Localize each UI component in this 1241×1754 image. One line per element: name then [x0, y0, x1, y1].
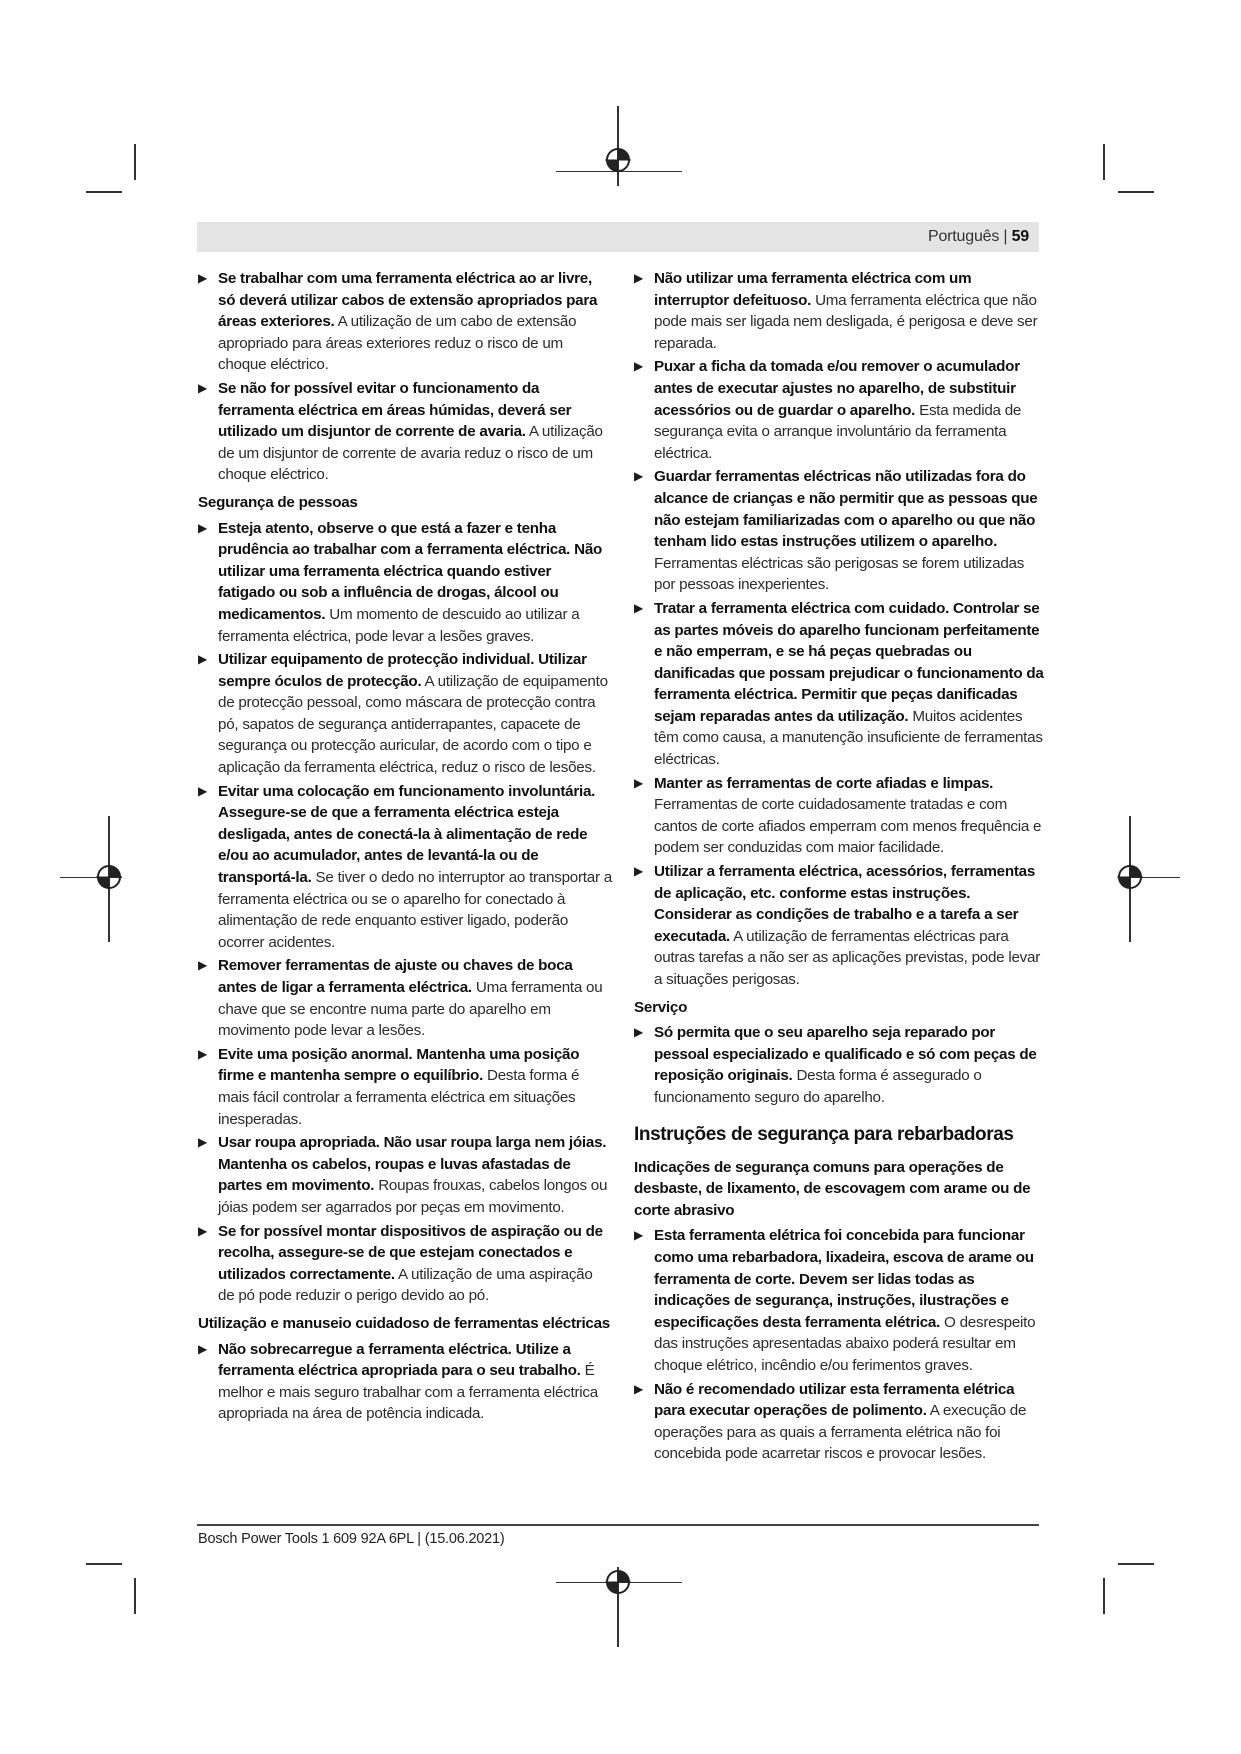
item-bold-text: Guardar ferramentas eléctricas não utilizadas fora do alcance de crianças e não permitir que as pessoas que não estejam familiarizadas com o aparelho ou que não tenham lido estas instruções utilizem o aparelho.: [654, 468, 1038, 551]
bullet-arrow-icon: ▶: [634, 271, 643, 285]
section-title: Instruções de segurança para rebarbadoras: [634, 1123, 1014, 1145]
item-body-text: Ferramentas de corte cuidadosamente tratadas e com cantos de corte afiados emperram com menos frequência e podem ser conduzidas com maior facilidade.: [654, 796, 1042, 857]
item-bold-text: Manter as ferramentas de corte afiadas e limpas.: [654, 774, 994, 792]
item-body-text: Roupas frouxas, cabelos longos ou jóias podem ser agarrados por peças em movimento.: [218, 1177, 608, 1216]
list-item: [198, 1044, 612, 1130]
bullet-arrow-icon: ▶: [198, 520, 207, 535]
item-body-text: A utilização de uma aspiração de pó pode reduzir o perigo devido ao pó.: [218, 1265, 593, 1305]
safety-list: [634, 268, 1046, 991]
bullet-arrow-icon: ▶: [634, 469, 643, 484]
item-body-text: O desrespeito das instruções apresentadas abaixo poderá resultar em choque elétrico, incêndio e/ou ferimentos graves.: [654, 1313, 1036, 1374]
item-body-text: Uma ferramenta ou chave que se encontre numa parte do aparelho em movimento pode levar a lesões.: [218, 979, 603, 1040]
item-body-text: Ferramentas eléctricas são perigosas se forem utilizadas por pessoas inexperientes.: [654, 554, 1025, 594]
registration-target-icon: [605, 1569, 631, 1595]
subhead-common-instructions: Indicações de segurança comuns para operações de desbaste, de lixamento, de escovagem com arame ou de corte abrasivo: [634, 1158, 1031, 1219]
safety-list: [634, 1022, 1046, 1108]
safety-list: [198, 1339, 612, 1425]
crop-mark: [86, 191, 122, 193]
list-item: [198, 518, 612, 648]
crop-mark: [134, 1578, 136, 1614]
subhead-tool-use: Utilização e manuseio cuidadoso de ferramentas eléctricas: [198, 1314, 611, 1332]
bullet-arrow-icon: ▶: [198, 1135, 207, 1150]
bullet-arrow-icon: ▶: [198, 380, 207, 395]
item-body-text: Esta medida de segurança evita o arranque involuntário da ferramenta eléctrica.: [654, 401, 1022, 462]
item-body-text: A utilização de equipamento de protecção pessoal, como máscara de protecção contra pó, sapatos de segurança antiderrapantes, capacete de segurança ou protecção auricular, de acordo com o tipo e aplicação da ferramenta eléctrica, reduz o risco de lesões.: [218, 672, 608, 777]
item-body-text: Muitos acidentes têm como causa, a manutenção insuficiente de ferramentas eléctricas.: [654, 707, 1043, 769]
bullet-arrow-icon: ▶: [634, 600, 643, 615]
item-bold-text: Usar roupa apropriada. Não usar roupa larga nem jóias. Mantenha os cabelos, roupas e luvas afastadas de partes em movimento.: [218, 1134, 607, 1195]
list-item: [198, 649, 612, 779]
crop-mark: [134, 144, 136, 180]
list-item: [198, 268, 612, 376]
item-bold-text: Tratar a ferramenta eléctrica com cuidado. Controlar se as partes móveis do aparelho funcionam perfeitamente e não emperram, e se há peças quebradas ou danificadas que possam prejudicar o funcionamento da ferramenta eléctrica. Permitir que peças danificadas sejam reparadas antes da utilização.: [654, 599, 1044, 725]
safety-list: [198, 268, 612, 486]
item-body-text: A utilização de ferramentas eléctricas para outras tarefas a não ser as aplicações previstas, pode levar a situações perigosas.: [654, 927, 1041, 988]
footer-divider: [197, 1524, 1039, 1526]
list-item: [634, 1022, 1046, 1108]
bullet-arrow-icon: ▶: [634, 864, 643, 879]
safety-list: [198, 518, 612, 1307]
item-bold-text: Não sobrecarregue a ferramenta eléctrica. Utilize a ferramenta eléctrica apropriada para o seu trabalho.: [218, 1340, 581, 1380]
bullet-arrow-icon: ▶: [198, 271, 207, 285]
bullet-arrow-icon: ▶: [198, 958, 207, 973]
header-separator: |: [999, 228, 1012, 245]
registration-target-icon: [605, 147, 631, 173]
crop-mark: [86, 1563, 122, 1565]
list-item: [634, 268, 1046, 354]
crop-mark: [1103, 144, 1105, 180]
item-body-text: A execução de operações para as quais a ferramenta elétrica não foi concebida pode acarretar riscos e provocar lesões.: [654, 1402, 1027, 1463]
list-item: [634, 1225, 1046, 1376]
item-bold-text: Evitar uma colocação em funcionamento involuntária. Assegure-se de que a ferramenta eléctrica esteja desligada, antes de conectá-la à alimentação de rede e/ou ao acumulador, antes de levantá-la ou de transportá-la.: [218, 782, 596, 887]
header-language: Português: [928, 228, 1000, 245]
item-bold-text: Não é recomendado utilizar esta ferramenta elétrica para executar operações de polimento.: [654, 1380, 1015, 1420]
item-bold-text: Evite uma posição anormal. Mantenha uma posição firme e mantenha sempre o equilíbrio.: [218, 1045, 580, 1085]
item-bold-text: Se trabalhar com uma ferramenta eléctrica ao ar livre, só deverá utilizar cabos de extensão apropriados para áreas exteriores.: [218, 270, 598, 331]
registration-target-icon: [96, 864, 122, 890]
item-bold-text: Utilizar a ferramenta eléctrica, acessórios, ferramentas de aplicação, etc. conforme estas instruções. Considerar as condições de trabalho e a tarefa a ser executada.: [654, 863, 1036, 945]
crop-mark: [1118, 1563, 1154, 1565]
bullet-arrow-icon: ▶: [634, 775, 643, 790]
item-bold-text: Se for possível montar dispositivos de aspiração ou de recolha, assegure-se de que estejam conectados e utilizados correctamente.: [218, 1222, 603, 1283]
bullet-arrow-icon: ▶: [198, 652, 207, 667]
item-body-text: Desta forma é mais fácil controlar a ferramenta eléctrica em situações inesperadas.: [218, 1067, 580, 1128]
header-title: [928, 228, 1029, 246]
bullet-arrow-icon: ▶: [634, 1381, 643, 1396]
item-bold-text: Se não for possível evitar o funcionamento da ferramenta eléctrica em áreas húmidas, deverá ser utilizado um disjuntor de corrente de avaria.: [218, 379, 572, 441]
list-item: [634, 466, 1046, 596]
list-item: [634, 773, 1046, 859]
list-item: [198, 781, 612, 954]
list-item: [634, 356, 1046, 464]
item-body-text: Se tiver o dedo no interruptor ao transportar a ferramenta eléctrica ou se o aparelho for conectado à alimentação de rede enquanto estiver ligado, poderão ocorrer acidentes.: [218, 869, 612, 951]
list-item: [198, 955, 612, 1041]
subhead-service: Serviço: [634, 998, 688, 1016]
item-bold-text: Esteja atento, observe o que está a fazer e tenha prudência ao trabalhar com a ferramenta eléctrica. Não utilizar uma ferramenta eléctrica quando estiver fatigado ou sob a influência de drogas, álcool ou medicamentos.: [218, 519, 603, 623]
bullet-arrow-icon: ▶: [198, 1223, 207, 1238]
list-item: [198, 1221, 612, 1307]
left-column: [198, 268, 612, 1427]
safety-list: [634, 1225, 1046, 1465]
page-header: [197, 222, 1039, 252]
item-bold-text: Remover ferramentas de ajuste ou chaves de boca antes de ligar a ferramenta eléctrica.: [218, 957, 573, 996]
list-item: [198, 1339, 612, 1425]
footer-text: Bosch Power Tools 1 609 92A 6PL | (15.06.2021): [198, 1531, 505, 1547]
crop-mark: [1118, 191, 1154, 193]
registration-target-icon: [1117, 864, 1143, 890]
item-body-text: A utilização de um disjuntor de corrente de avaria reduz o risco de um choque eléctrico.: [218, 423, 603, 484]
item-body-text: Um momento de descuido ao utilizar a ferramenta eléctrica, pode levar a lesões graves.: [218, 605, 580, 645]
crop-mark: [1103, 1578, 1105, 1614]
item-bold-text: Só permita que o seu aparelho seja reparado por pessoal especializado e qualificado e só com peças de reposição originais.: [654, 1024, 1037, 1085]
item-bold-text: Puxar a ficha da tomada e/ou remover o acumulador antes de executar ajustes no aparelho, de substituir acessórios ou de guardar o aparelho.: [654, 358, 1020, 419]
item-body-text: É melhor e mais seguro trabalhar com a ferramenta eléctrica apropriada na área de potência indicada.: [218, 1362, 598, 1423]
bullet-arrow-icon: ▶: [634, 1025, 643, 1040]
list-item: [634, 861, 1046, 991]
item-body-text: Uma ferramenta eléctrica que não pode mais ser ligada nem desligada, é perigosa e deve ser reparada.: [654, 291, 1038, 352]
right-column: [634, 268, 1046, 1467]
list-item: [198, 378, 612, 486]
list-item: [198, 1132, 612, 1218]
item-body-text: Desta forma é assegurado o funcionamento seguro do aparelho.: [654, 1067, 982, 1106]
bullet-arrow-icon: ▶: [198, 1341, 207, 1356]
item-body-text: A utilização de um cabo de extensão apropriado para áreas exteriores reduz o risco de um choque eléctrico.: [218, 313, 577, 374]
item-bold-text: Utilizar equipamento de protecção individual. Utilizar sempre óculos de protecção.: [218, 651, 587, 690]
bullet-arrow-icon: ▶: [198, 783, 207, 798]
bullet-arrow-icon: ▶: [198, 1046, 207, 1061]
item-bold-text: Esta ferramenta elétrica foi concebida para funcionar como uma rebarbadora, lixadeira, escova de arame ou ferramenta de corte. Devem ser lidas todas as indicações de segurança, instruções, ilustrações e especificações desta ferramenta elétrica.: [654, 1227, 1034, 1331]
list-item: [634, 1379, 1046, 1465]
item-bold-text: Não utilizar uma ferramenta eléctrica com um interruptor defeituoso.: [654, 270, 972, 309]
subhead-personal-safety: Segurança de pessoas: [198, 493, 358, 511]
page-number: 59: [1011, 228, 1029, 245]
bullet-arrow-icon: ▶: [634, 1228, 643, 1243]
list-item: [634, 598, 1046, 771]
bullet-arrow-icon: ▶: [634, 359, 643, 374]
registration-line: [617, 106, 619, 186]
